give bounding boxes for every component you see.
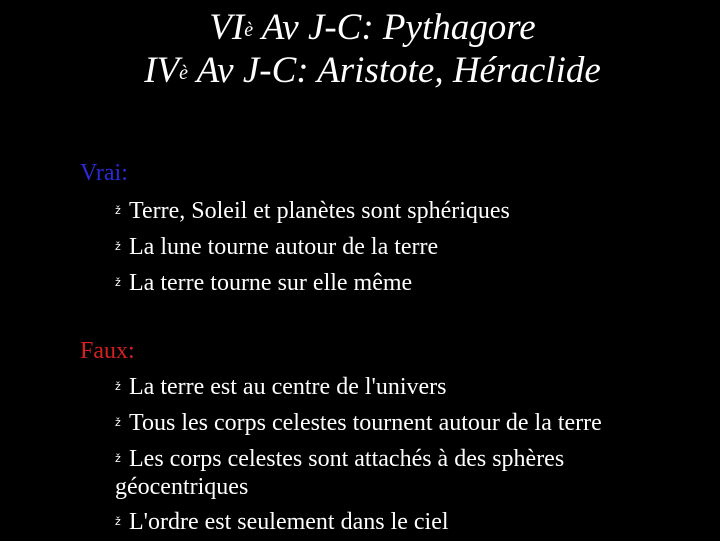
list-item — [115, 505, 635, 541]
title-line-1 — [0, 6, 720, 49]
bullet-icon: ž — [115, 514, 121, 528]
bullet-icon: ž — [115, 239, 121, 253]
list-item-text-block — [115, 446, 635, 474]
list-item — [115, 230, 510, 266]
title-line-1-rest: Av J-C: Pythagore — [253, 7, 536, 48]
true-section-heading: Vrai: — [80, 160, 128, 186]
title-line-2-superscript: è — [179, 62, 189, 84]
list-item — [115, 266, 510, 302]
title-line-2 — [0, 49, 720, 92]
list-item-text: La terre tourne sur elle même — [129, 269, 413, 296]
list-item — [115, 446, 635, 501]
bullet-icon: ž — [115, 451, 121, 465]
list-item-text: Les corps celestes sont attachés à des sphères — [129, 445, 565, 472]
list-item — [115, 194, 510, 230]
list-item-continuation: géocentriques — [115, 473, 249, 500]
title-line-1-main: VI — [209, 7, 245, 48]
bullet-icon: ž — [115, 203, 121, 217]
title-line-2-main: IV — [144, 50, 180, 91]
list-item-text: La lune tourne autour de la terre — [129, 233, 439, 260]
false-section-heading: Faux: — [80, 338, 135, 364]
list-item-text: L'ordre est seulement dans le ciel — [129, 508, 449, 535]
true-section-list — [115, 194, 510, 302]
bullet-icon: ž — [115, 275, 121, 289]
list-item — [115, 406, 635, 442]
list-item-text: Tous les corps celestes tournent autour de la terre — [129, 409, 602, 436]
list-item — [115, 370, 635, 406]
list-item-text: La terre est au centre de l'univers — [129, 374, 447, 400]
slide-title — [0, 6, 720, 92]
false-section-list — [115, 370, 635, 541]
bullet-icon: ž — [115, 415, 121, 429]
title-line-2-rest: Av J-C: Aristote, Héraclide — [188, 50, 601, 91]
title-line-1-superscript: è — [244, 19, 254, 41]
list-item-text: Terre, Soleil et planètes sont sphériques — [129, 198, 510, 224]
bullet-icon: ž — [115, 379, 121, 393]
